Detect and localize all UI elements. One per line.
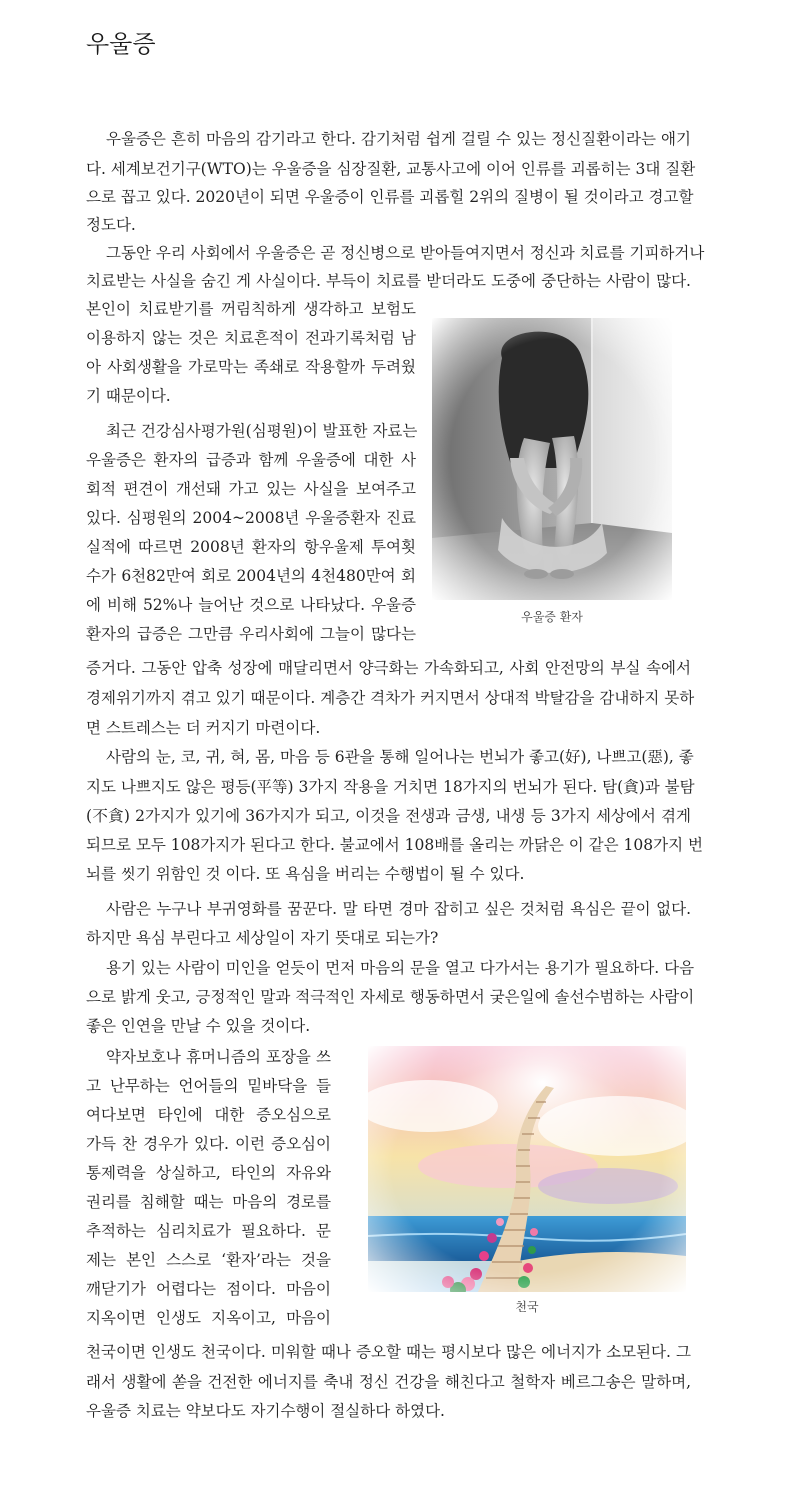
text-line: 제는 본인 스스로 ‘환자’라는 것을 [86, 1251, 331, 1269]
text-line: 면 스트레스는 더 커지기 마련이다. [86, 719, 321, 737]
text-line: 천국이면 인생도 천국이다. 미워할 때나 증오할 때는 평시보다 많은 에너지가 소모된다. 그 [86, 1343, 691, 1361]
page-title: 우울증 [86, 30, 156, 58]
text-line: 지도 나쁘지도 않은 평등(平等) 3가지 작용을 거치면 18가지의 번뇌가 된다. 탐(貪)과 불탐 [86, 778, 695, 796]
text-line: 우울증은 흔히 마음의 감기라고 한다. 감기처럼 쉽게 걸릴 수 있는 정신질환이라는 애기 [106, 130, 691, 148]
text-line: 이용하지 않는 것은 치료흔적이 전과기록처럼 남 [86, 329, 416, 347]
text-line: 좋은 인연을 만날 수 있을 것이다. [86, 1017, 311, 1035]
text-line: 회적 편견이 개선돼 가고 있는 사실을 보여주고 [86, 480, 416, 498]
patient-photo-caption: 우울증 환자 [521, 610, 583, 624]
text-line: 되므로 모두 108가지가 된다고 한다. 불교에서 108배를 올리는 까닭은 이 같은 108가지 번 [86, 836, 703, 854]
heaven-painting-caption: 천국 [515, 1300, 539, 1314]
text-line: 환자의 급증은 그만큼 우리사회에 그늘이 많다는 [86, 625, 416, 643]
text-line: 수가 6천82만여 회로 2004년의 4천480만여 회 [86, 567, 416, 585]
text-line: 기 때문이다. [86, 387, 171, 405]
text-line: 하지만 욕심 부린다고 세상일이 자기 뜻대로 되는가? [86, 929, 439, 947]
text-line: 최근 건강심사평가원(심평원)이 발표한 자료는 [106, 422, 418, 440]
text-line: 뇌를 씻기 위함인 것 이다. 또 욕심을 버리는 수행법이 될 수 있다. [86, 865, 525, 883]
text-line: 본인이 치료받기를 꺼림칙하게 생각하고 보험도 [86, 300, 416, 318]
text-line: 우울증은 환자의 급증과 함께 우울증에 대한 사 [86, 451, 416, 469]
text-line: 용기 있는 사람이 미인을 얻듯이 먼저 마음의 문을 열고 다가서는 용기가 필요하다. 다음 [106, 959, 695, 977]
text-line: 우울증 치료는 약보다도 자기수행이 절실하다 하였다. [86, 1402, 445, 1420]
text-line: 그동안 우리 사회에서 우울증은 곧 정신병으로 받아들여지면서 정신과 치료를 기피하거나 [106, 244, 705, 262]
heaven-illustration [368, 1046, 686, 1292]
depression-patient-photo [432, 318, 672, 600]
text-line: 사람은 누구나 부귀영화를 꿈꾼다. 말 타면 경마 잡히고 싶은 것처럼 욕심은 끝이 없다. [106, 900, 691, 918]
text-line: 통제력을 상실하고, 타인의 자유와 [86, 1164, 331, 1182]
text-line: (不貪) 2가지가 있기에 36가지가 되고, 이것을 전생과 금생, 내생 등 3가지 세상에서 겪게 [86, 807, 691, 825]
text-line: 정도다. [86, 216, 136, 234]
text-line: 에 비해 52%나 늘어난 것으로 나타났다. 우울증 [86, 596, 416, 614]
text-line: 사람의 눈, 코, 귀, 혀, 몸, 마음 등 6관을 통해 일어나는 번뇌가 좋고(好), 나쁘고(惡), 좋 [106, 748, 694, 766]
text-line: 깨닫기가 어렵다는 점이다. 마음이 [86, 1280, 331, 1298]
text-line: 아 사회생활을 가로막는 족쇄로 작용할까 두려웠 [86, 358, 416, 376]
text-line: 지옥이면 인생도 지옥이고, 마음이 [86, 1309, 331, 1327]
heaven-stairway-painting [368, 1046, 686, 1292]
text-line: 추적하는 심리치료가 필요하다. 문 [86, 1222, 331, 1240]
text-line: 약자보호나 휴머니즘의 포장을 쓰 [106, 1048, 331, 1066]
text-line: 고 난무하는 언어들의 밑바닥을 들 [86, 1077, 331, 1095]
text-line: 래서 생활에 쏟을 건전한 에너지를 축내 정신 건강을 해친다고 철학자 베르그송은 말하며, [86, 1373, 691, 1391]
text-line: 으로 밝게 웃고, 긍정적인 말과 적극적인 자세로 행동하면서 궂은일에 솔선수범하는 사람이 [86, 988, 695, 1006]
text-line: 경제위기까지 겪고 있기 때문이다. 계층간 격차가 커지면서 상대적 박탈감을 감내하지 못하 [86, 689, 695, 707]
text-line: 증거다. 그동안 압축 성장에 매달리면서 양극화는 가속화되고, 사회 안전망의 부실 속에서 [86, 659, 691, 677]
text-line: 있다. 심평원의 2004~2008년 우울증환자 진료 [86, 509, 416, 527]
text-line: 여다보면 타인에 대한 증오심으로 [86, 1106, 331, 1124]
text-line: 실적에 따르면 2008년 환자의 항우울제 투여횟 [86, 538, 416, 556]
text-line: 치료받는 사실을 숨긴 게 사실이다. 부득이 치료를 받더라도 도중에 중단하는 사람이 많다. [86, 272, 691, 290]
text-line: 가득 찬 경우가 있다. 이런 증오심이 [86, 1135, 331, 1153]
text-line: 권리를 침해할 때는 마음의 경로를 [86, 1193, 331, 1211]
patient-illustration [432, 318, 672, 600]
text-line: 으로 꼽고 있다. 2020년이 되면 우울증이 인류를 괴롭힐 2위의 질병이 될 것이라고 경고할 [86, 188, 694, 206]
text-line: 다. 세계보건기구(WTO)는 우울증을 심장질환, 교통사고에 이어 인류를 괴롭히는 3대 질환 [86, 160, 696, 178]
